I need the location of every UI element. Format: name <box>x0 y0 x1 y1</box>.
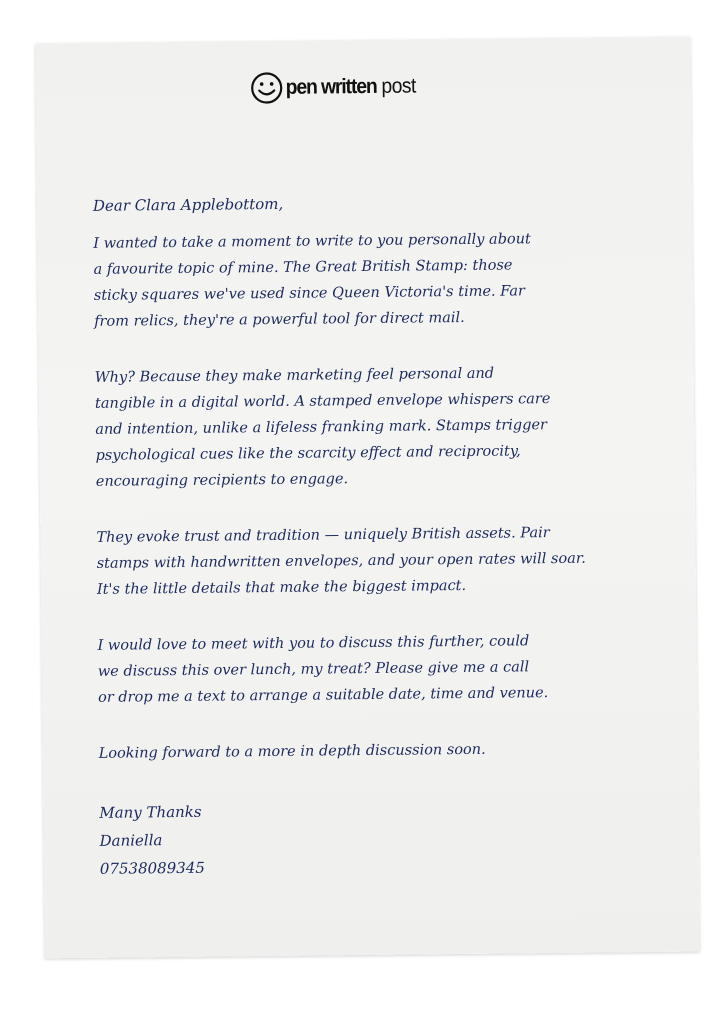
letter-paragraph-3 <box>96 519 657 603</box>
phone-number: 07538089345 <box>99 858 205 878</box>
company-logo <box>250 69 428 105</box>
letter-greeting: Dear Clara Applebottom, <box>92 194 284 215</box>
letter-line: stamps with handwritten envelopes, and your open rates will soar. <box>96 550 586 572</box>
handwritten-letter <box>93 187 660 883</box>
letter-closing: Looking forward to a more in depth discussion soon. <box>98 741 486 762</box>
logo-text-post: post <box>376 74 416 98</box>
letter-line: or drop me a text to arrange a suitable date, time and venue. <box>97 685 549 706</box>
letter-line: tangible in a digital world. A stamped envelope whispers care <box>94 391 551 412</box>
letter-line: from relics, they're a powerful tool for direct mail. <box>94 309 465 330</box>
letter-line: Why? Because they make marketing feel personal and <box>94 365 495 386</box>
letter-paper <box>35 37 700 959</box>
letter-line: They evoke trust and tradition — uniquely British assets. Pair <box>96 525 550 546</box>
letter-paragraph-2 <box>95 359 656 495</box>
letter-signoff <box>99 793 660 883</box>
signoff-text: Many Thanks <box>99 802 202 822</box>
letter-line: psychological cues like the scarcity effect and reciprocity, <box>95 443 521 464</box>
letter-line: I wanted to take a moment to write to you personally about <box>93 231 531 252</box>
smiley-face-icon <box>250 71 284 105</box>
letter-line: and intention, unlike a lifeless franking mark. Stamps trigger <box>95 417 548 438</box>
letter-line: encouraging recipients to engage. <box>95 471 349 490</box>
logo-text-pen: pen <box>285 75 317 99</box>
signature-name: Daniella <box>99 831 163 850</box>
letter-line: sticky squares we've used since Queen Victoria's time. Far <box>93 283 525 304</box>
letter-line: we discuss this over lunch, my treat? Please give me a call <box>97 659 530 680</box>
logo-text-written: written <box>316 74 377 99</box>
logo-wordmark <box>286 74 416 99</box>
letter-line: I would love to meet with you to discuss this further, could <box>97 633 530 654</box>
letter-line: It's the little details that make the biggest impact. <box>96 577 467 598</box>
letter-line: a favourite topic of mine. The Great British Stamp: those <box>93 257 513 278</box>
letter-paragraph-4 <box>97 627 658 711</box>
letter-paragraph-1 <box>93 225 654 335</box>
